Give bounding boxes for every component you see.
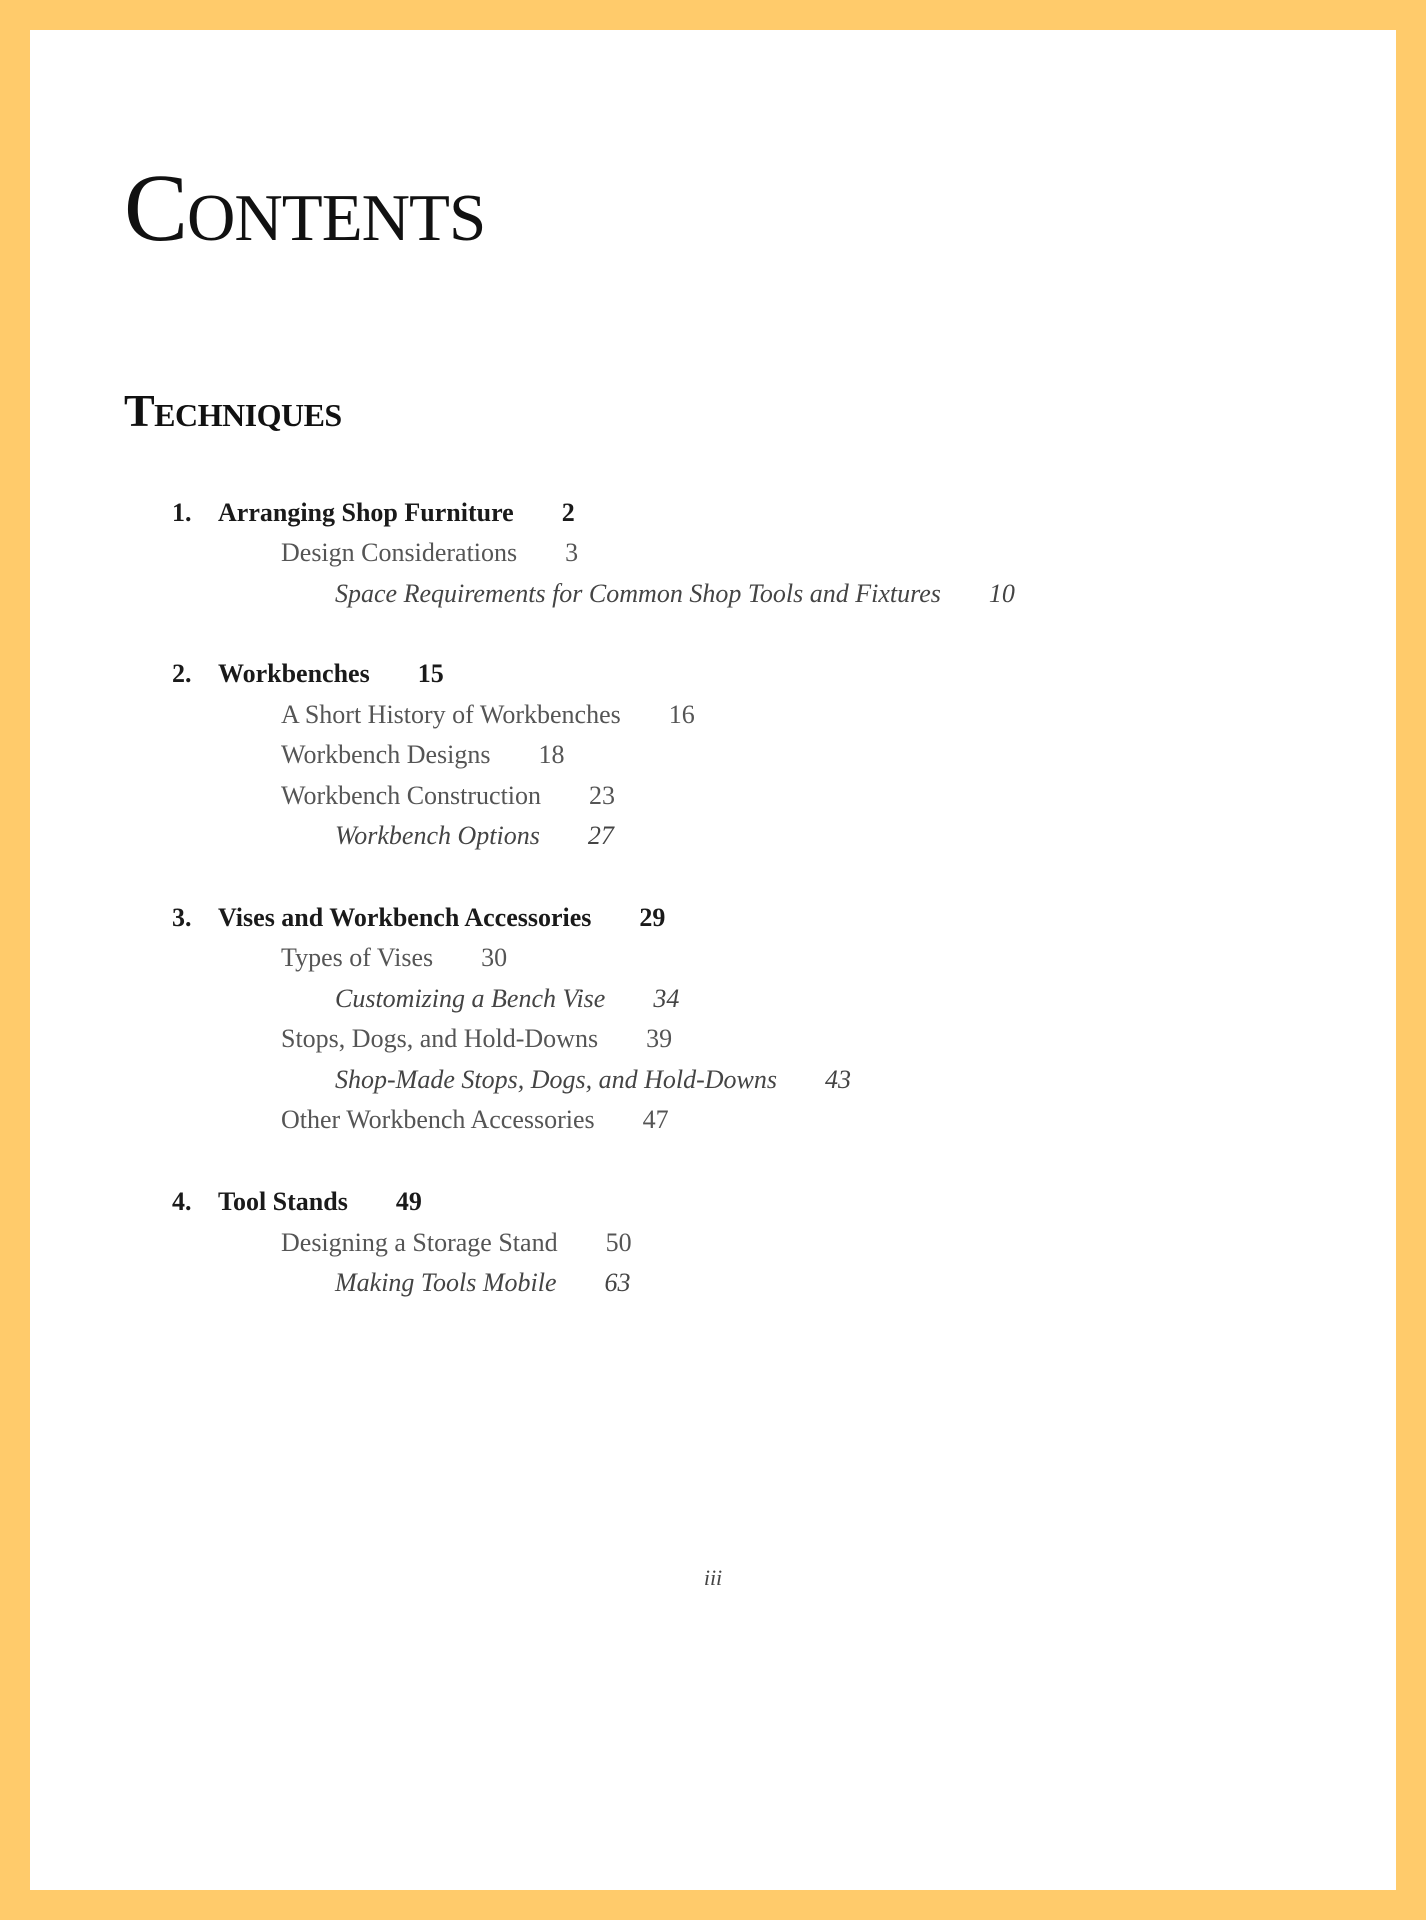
entry-title: Other Workbench Accessories	[281, 1105, 595, 1134]
book-page	[30, 30, 1396, 1890]
page-number: 27	[587, 821, 614, 850]
subentry-title: Space Requirements for Common Shop Tools and Fixtures	[335, 579, 941, 608]
chapter-title: Workbenches	[218, 659, 370, 688]
chapter-title: Tool Stands	[218, 1187, 348, 1216]
page-number: 30	[481, 943, 508, 972]
toc-entry	[281, 1228, 632, 1258]
toc-entry	[281, 740, 564, 770]
page-number: 39	[646, 1024, 673, 1053]
entry-title: Types of Vises	[281, 943, 434, 972]
toc-entry	[281, 538, 578, 568]
toc-entry	[281, 943, 507, 973]
page-number: 47	[642, 1105, 669, 1134]
subentry-title: Workbench Options	[335, 821, 540, 850]
chapter-number: 1.	[172, 498, 192, 527]
page-number: 49	[395, 1187, 422, 1216]
toc-subentry	[335, 821, 614, 851]
chapter-number: 2.	[172, 659, 192, 688]
page-number: 15	[417, 659, 444, 688]
toc-entry	[281, 700, 695, 730]
section-title: Techniques	[124, 385, 342, 436]
entry-title: Stops, Dogs, and Hold-Downs	[281, 1024, 599, 1053]
entry-title: Workbench Designs	[281, 740, 491, 769]
entry-title: A Short History of Workbenches	[281, 700, 621, 729]
toc-subentry	[335, 1065, 851, 1095]
page-number: 29	[639, 903, 666, 932]
page-number: 34	[653, 984, 680, 1013]
page-folio: iii	[703, 1565, 723, 1590]
chapter-title: Vises and Workbench Accessories	[218, 903, 592, 932]
page-number: 63	[604, 1268, 631, 1297]
subentry-title: Shop-Made Stops, Dogs, and Hold-Downs	[335, 1065, 777, 1094]
toc-chapter-4	[172, 1187, 422, 1217]
chapter-number: 3.	[172, 903, 192, 932]
page-number: 23	[589, 781, 616, 810]
chapter-title: Arranging Shop Furniture	[218, 498, 514, 527]
chapter-number: 4.	[172, 1187, 192, 1216]
entry-title: Designing a Storage Stand	[281, 1228, 558, 1257]
page-number: 10	[988, 579, 1015, 608]
toc-entry	[281, 1105, 669, 1135]
entry-title: Workbench Construction	[281, 781, 542, 810]
toc-chapter-3	[172, 903, 665, 933]
page-number: 2	[561, 498, 575, 527]
subentry-title: Customizing a Bench Vise	[335, 984, 606, 1013]
toc-subentry	[335, 1268, 630, 1298]
page-number: 50	[605, 1228, 632, 1257]
page-number: 3	[565, 538, 579, 567]
page-title: Contents	[124, 154, 486, 261]
toc-entry	[281, 781, 615, 811]
entry-title: Design Considerations	[281, 538, 518, 567]
page-number: 43	[825, 1065, 851, 1094]
page-number: 16	[668, 700, 695, 729]
toc-entry	[281, 1024, 672, 1054]
toc-subentry	[335, 984, 679, 1014]
toc-subentry	[335, 579, 1015, 609]
toc-chapter-1	[172, 498, 575, 528]
subentry-title: Making Tools Mobile	[335, 1268, 557, 1297]
page-number: 18	[538, 740, 565, 769]
toc-chapter-2	[172, 659, 444, 689]
